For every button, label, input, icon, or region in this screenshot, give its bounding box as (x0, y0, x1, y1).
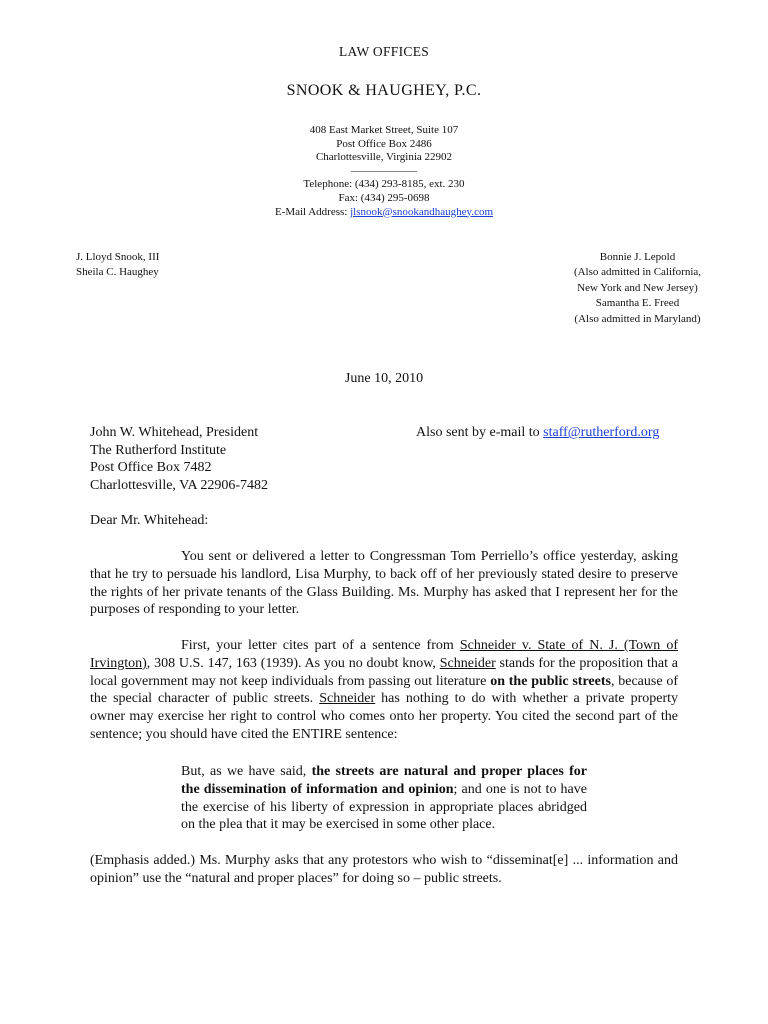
text-run: , 308 U.S. 147, 163 (1939). As you no doubt know, (146, 655, 440, 671)
text-run: But, as we have said, (181, 764, 312, 779)
also-sent-label: Also sent by e-mail to (416, 425, 544, 440)
address-line: Post Office Box 2486 (336, 137, 432, 150)
text-run: First, your letter cites part of a sentence from (181, 638, 460, 653)
recipient-email-link[interactable]: staff@rutherford.org (543, 425, 660, 440)
text-run: ; and one is not to have the exercise of his liberty of expression in appropriate places abridged on the plea that it may be exercised in some other place. (181, 781, 587, 833)
address-divider: —————— (351, 164, 417, 177)
salutation: Dear Mr. Whitehead: (90, 513, 209, 528)
recipient-line: The Rutherford Institute (90, 442, 227, 458)
partner-note: (Also admitted in California, (573, 266, 702, 279)
paragraph-1: You sent or delivered a letter to Congressman Tom Perriello’s office yesterday, asking that he try to persuade his landlord, Lisa Murphy, to back off of her previously stated desire to preserve the rights of her private tenants of the Glass Building. Ms. Murphy has asked that I represent her for the purposes of responding to your letter. (90, 549, 678, 618)
paragraph-3: (Emphasis added.) Ms. Murphy asks that any protestors who wish to “disseminat[e] ... information and opinion” use the “natural and proper places” for doing so – public streets. (90, 853, 678, 886)
letterhead-address (0, 124, 768, 219)
partner-name: Bonnie J. Lepold (599, 251, 676, 263)
recipient-address (90, 424, 268, 494)
recipient-line: Charlottesville, VA 22906-7482 (90, 477, 268, 493)
partner-name: Samantha E. Freed (595, 297, 680, 310)
partner-note: New York and New Jersey) (577, 281, 698, 294)
firm-name: SNOOK & HAUGHEY, P.C. (286, 82, 482, 99)
telephone: Telephone: (434) 293-8185, ext. 230 (303, 178, 465, 191)
partner-note: (Also admitted in Maryland) (574, 312, 701, 325)
recipient-line: Post Office Box 7482 (90, 460, 212, 476)
case-short-name: Schneider (439, 655, 496, 671)
partners-right (560, 250, 715, 327)
email-line (0, 206, 768, 220)
emphasis-text: on the public streets (490, 673, 611, 689)
letterhead-office: LAW OFFICES (338, 44, 430, 59)
text-run: , because of the special character of public streets. (90, 673, 678, 707)
also-sent-note (416, 424, 659, 442)
letter-date: June 10, 2010 (344, 371, 424, 386)
partner-name: J. Lloyd Snook, III (76, 251, 160, 263)
address-line: Charlottesville, Virginia 22902 (315, 151, 453, 164)
case-short-name: Schneider (319, 691, 376, 707)
partners-left (76, 250, 159, 281)
fax: Fax: (434) 295-0698 (338, 191, 430, 204)
quote-emphasis: the streets are natural and proper places for the dissemination of information and opinion (181, 764, 587, 797)
case-citation: Schneider v. State of N. J. (Town of Irvington) (90, 638, 678, 671)
recipient-line: John W. Whitehead, President (90, 425, 259, 440)
text-run: has nothing to do with whether a private property owner may exercise her right to control who comes onto her property. You cited the second part of the sentence; you should have cited the ENTIRE sentence: (90, 691, 678, 742)
block-quote (181, 763, 587, 834)
firm-email-link[interactable]: jlsnook@snookandhaughey.com (350, 205, 494, 218)
partner-name: Sheila C. Haughey (76, 266, 159, 279)
address-line: 408 East Market Street, Suite 107 (309, 124, 459, 136)
paragraph-2 (90, 637, 678, 744)
text-run: stands for the proposition that a local government may not keep individuals from passing out literature (90, 655, 678, 689)
email-label: E-Mail Address: (274, 205, 351, 218)
